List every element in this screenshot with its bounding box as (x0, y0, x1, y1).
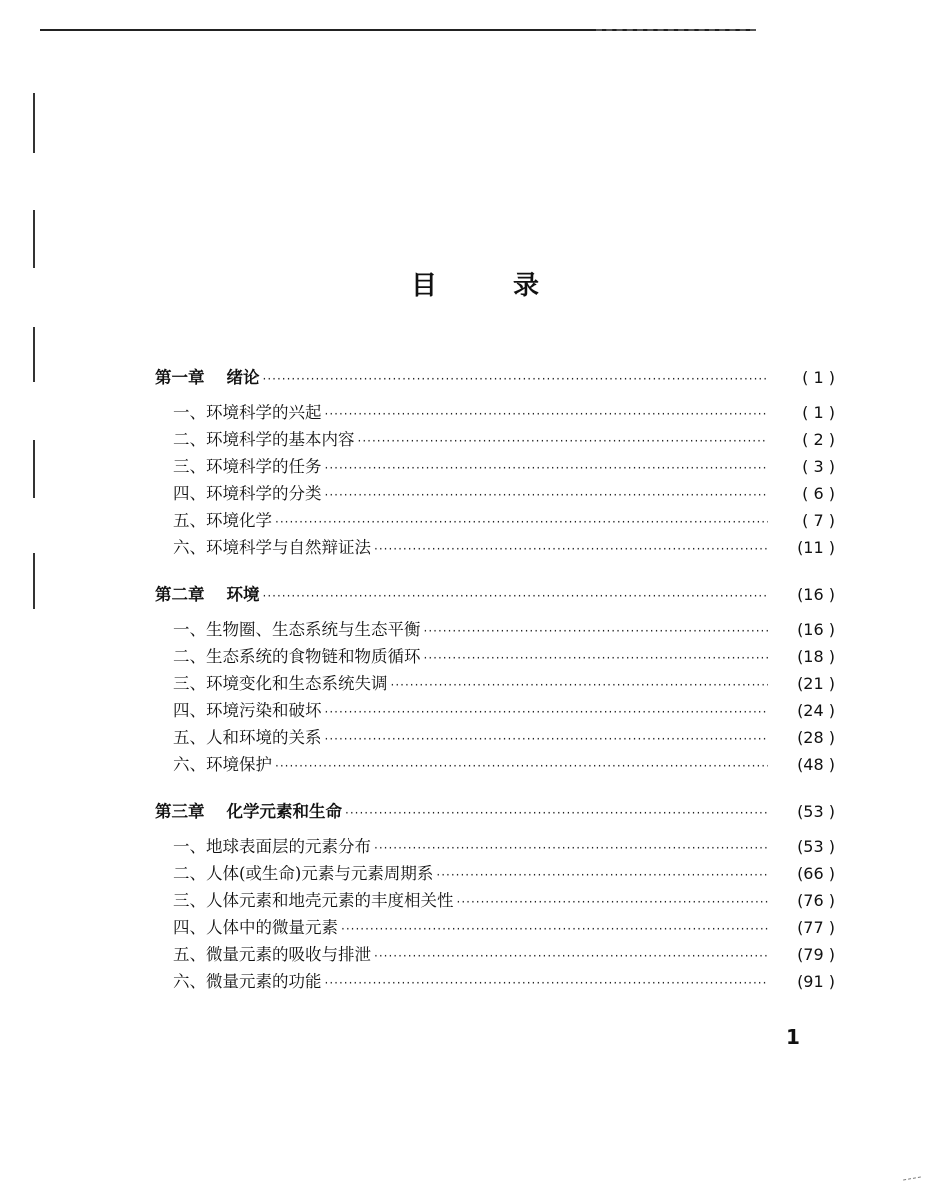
section-title: 六、环境保护 (173, 755, 272, 774)
dot-leader (325, 455, 769, 482)
margin-mark (33, 440, 35, 498)
page-ref: (79 ) (797, 945, 835, 964)
dot-leader (345, 800, 768, 827)
dot-leader (374, 943, 768, 970)
page-number: 1 (786, 1025, 800, 1049)
section-title: 四、环境科学的分类 (173, 484, 322, 503)
toc-section (155, 968, 835, 995)
dot-leader (263, 583, 769, 610)
page-ref: (18 ) (797, 647, 835, 666)
section-title: 一、环境科学的兴起 (173, 403, 322, 422)
page-ref: (91 ) (797, 972, 835, 991)
chapter-title: 环境 (226, 585, 260, 604)
toc-section (155, 697, 835, 724)
toc-section (155, 833, 835, 860)
margin-mark (33, 93, 35, 153)
section-title: 二、人体(或生命)元素与元素周期系 (173, 864, 434, 883)
toc-section (155, 724, 835, 751)
page-ref: (24 ) (797, 701, 835, 720)
chapter-title: 绪论 (226, 368, 260, 387)
section-title: 六、微量元素的功能 (173, 972, 322, 991)
toc-chapter (155, 581, 835, 608)
toc-section (155, 453, 835, 480)
dot-leader (457, 889, 769, 916)
page-ref: ( 7 ) (802, 511, 835, 530)
toc-chapter (155, 364, 835, 391)
dot-leader (358, 428, 769, 455)
toc-section (155, 426, 835, 453)
section-title: 五、人和环境的关系 (173, 728, 322, 747)
toc-section (155, 860, 835, 887)
page-ref: (16 ) (797, 620, 835, 639)
margin-mark (33, 210, 35, 268)
section-title: 一、地球表面层的元素分布 (173, 837, 371, 856)
dot-leader (424, 645, 769, 672)
page-ref: ( 1 ) (802, 368, 835, 387)
page-ref: (48 ) (797, 755, 835, 774)
chapter-gap (155, 778, 835, 794)
page-ref: (53 ) (797, 802, 835, 821)
dot-leader (325, 482, 769, 509)
dot-leader (275, 753, 768, 780)
section-title: 三、人体元素和地壳元素的丰度相关性 (173, 891, 454, 910)
toc-section (155, 670, 835, 697)
page-ref: ( 2 ) (802, 430, 835, 449)
dot-leader (275, 509, 768, 536)
top-rule-dashed (596, 29, 756, 31)
section-title: 六、环境科学与自然辩证法 (173, 538, 371, 557)
section-title: 一、生物圈、生态系统与生态平衡 (173, 620, 421, 639)
page-ref: (21 ) (797, 674, 835, 693)
chapter-gap (155, 561, 835, 577)
dot-leader (341, 916, 768, 943)
toc-section (155, 887, 835, 914)
margin-mark (33, 553, 35, 609)
page-ref: (16 ) (797, 585, 835, 604)
section-title: 二、环境科学的基本内容 (173, 430, 355, 449)
toc-section (155, 616, 835, 643)
section-title: 五、微量元素的吸收与排泄 (173, 945, 371, 964)
page-ref: (11 ) (797, 538, 835, 557)
page-ref: (77 ) (797, 918, 835, 937)
page-ref: ( 6 ) (802, 484, 835, 503)
section-title: 四、环境污染和破坏 (173, 701, 322, 720)
dot-leader (325, 699, 769, 726)
scan-speck (903, 1176, 921, 1180)
page-title (0, 265, 950, 302)
section-title: 三、环境科学的任务 (173, 457, 322, 476)
toc-section (155, 941, 835, 968)
chapter-number: 第一章 (155, 368, 205, 387)
dot-leader (325, 970, 769, 997)
section-title: 二、生态系统的食物链和物质循环 (173, 647, 421, 666)
page-ref: (66 ) (797, 864, 835, 883)
page-ref: (53 ) (797, 837, 835, 856)
dot-leader (325, 401, 769, 428)
toc-section (155, 399, 835, 426)
dot-leader (374, 536, 768, 563)
dot-leader (325, 726, 769, 753)
toc-section (155, 751, 835, 778)
section-title: 四、人体中的微量元素 (173, 918, 338, 937)
toc-section (155, 914, 835, 941)
dot-leader (436, 862, 768, 889)
toc-section (155, 480, 835, 507)
dot-leader (391, 672, 769, 699)
title-char-left: 目 (410, 271, 437, 301)
chapter-title: 化学元素和生命 (226, 802, 342, 821)
toc-section (155, 643, 835, 670)
toc-section (155, 534, 835, 561)
chapter-number: 第三章 (155, 802, 205, 821)
page-ref: (76 ) (797, 891, 835, 910)
table-of-contents (155, 360, 835, 995)
dot-leader (374, 835, 768, 862)
page-ref: ( 3 ) (802, 457, 835, 476)
section-title: 五、环境化学 (173, 511, 272, 530)
dot-leader (263, 366, 769, 393)
toc-chapter (155, 798, 835, 825)
dot-leader (424, 618, 769, 645)
margin-mark (33, 327, 35, 382)
page-ref: (28 ) (797, 728, 835, 747)
chapter-number: 第二章 (155, 585, 205, 604)
page-ref: ( 1 ) (802, 403, 835, 422)
section-title: 三、环境变化和生态系统失调 (173, 674, 388, 693)
title-char-right: 录 (513, 271, 540, 301)
toc-section (155, 507, 835, 534)
